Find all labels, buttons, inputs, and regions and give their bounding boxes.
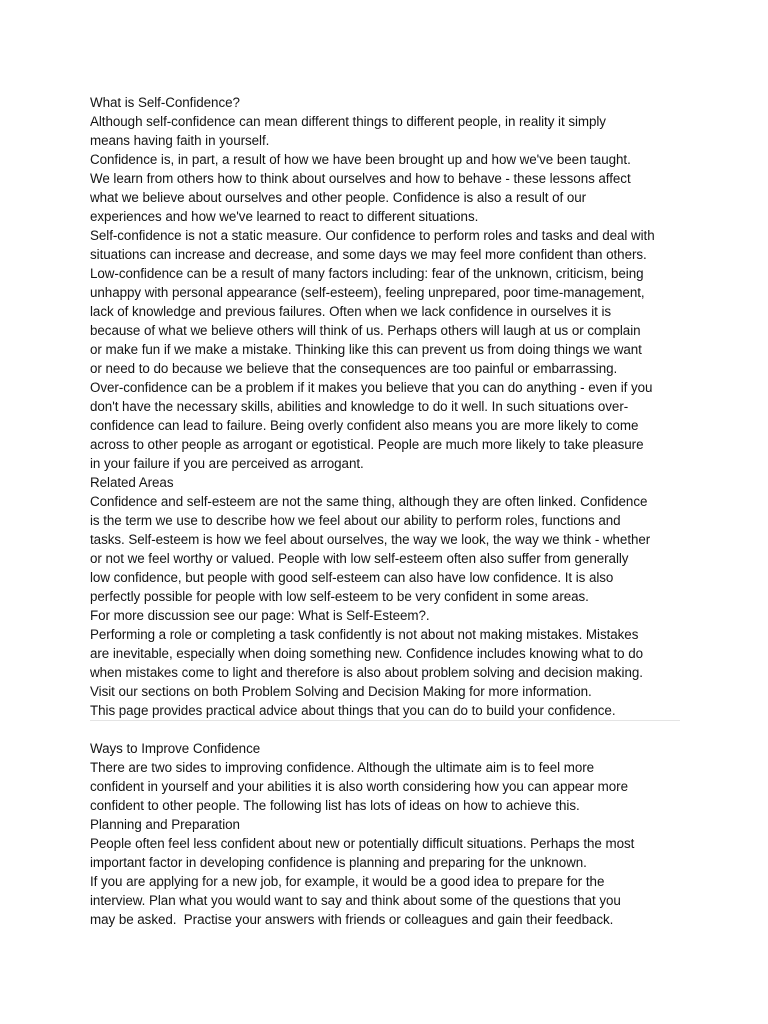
heading-what-is-self-confidence: What is Self-Confidence? — [90, 95, 240, 110]
spacer — [90, 721, 690, 739]
text-line: Although self-confidence can mean different things to different people, in reality it simply — [90, 114, 606, 129]
text-line: confidence can lead to failure. Being overly confident also means you are more likely to come — [90, 418, 639, 433]
text-line: Over-confidence can be a problem if it makes you believe that you can do anything - even if you — [90, 380, 653, 395]
text-line: don't have the necessary skills, abilities and knowledge to do it well. In such situations over- — [90, 399, 629, 414]
text-line: or make fun if we make a mistake. Thinking like this can prevent us from doing things we want — [90, 342, 642, 357]
text-line: tasks. Self-esteem is how we feel about ourselves, the way we look, the way we think - whether — [90, 532, 651, 547]
text-line: situations can increase and decrease, and some days we may feel more confident than others. — [90, 247, 647, 262]
text-line: low confidence, but people with good self-esteem can also have low confidence. It is also — [90, 570, 614, 585]
text-line: or not we feel worthy or valued. People with low self-esteem often also suffer from generally — [90, 551, 629, 566]
text-line: unhappy with personal appearance (self-esteem), feeling unprepared, poor time-management, — [90, 285, 645, 300]
text-line: may be asked. Practise your answers with friends or colleagues and gain their feedback. — [90, 912, 614, 927]
text-line: because of what we believe others will think of us. Perhaps others will laugh at us or complain — [90, 323, 641, 338]
text-line: what we believe about ourselves and other people. Confidence is also a result of our — [90, 190, 587, 205]
text-line: There are two sides to improving confidence. Although the ultimate aim is to feel more — [90, 760, 595, 775]
heading-related-areas: Related Areas — [90, 475, 174, 490]
text-line: experiences and how we've learned to react to different situations. — [90, 209, 479, 224]
text-line: in your failure if you are perceived as arrogant. — [90, 456, 364, 471]
text-line: when mistakes come to light and therefore is also about problem solving and decision making. — [90, 665, 643, 680]
text-line: We learn from others how to think about ourselves and how to behave - these lessons affect — [90, 171, 631, 186]
text-line: Low-confidence can be a result of many factors including: fear of the unknown, criticism, being — [90, 266, 644, 281]
text-line: Visit our sections on both Problem Solving and Decision Making for more information. — [90, 684, 592, 699]
text-line: People often feel less confident about new or potentially difficult situations. Perhaps the most — [90, 836, 635, 851]
text-line: This page provides practical advice about things that you can do to build your confidence. — [90, 703, 616, 718]
text-line: Confidence is, in part, a result of how we have been brought up and how we've been taught. — [90, 152, 631, 167]
heading-ways-to-improve-confidence: Ways to Improve Confidence — [90, 741, 261, 756]
section-what-is-self-confidence — [90, 93, 690, 720]
text-line: or need to do because we believe that the consequences are too painful or embarrassing. — [90, 361, 618, 376]
text-line: confident in yourself and your abilities it is also worth considering how you can appear more — [90, 779, 628, 794]
text-line: Confidence and self-esteem are not the same thing, although they are often linked. Confidence — [90, 494, 648, 509]
text-line: means having faith in yourself. — [90, 133, 270, 148]
text-line: confident to other people. The following list has lots of ideas on how to achieve this. — [90, 798, 580, 813]
section-ways-to-improve-confidence — [90, 739, 690, 929]
heading-planning-and-preparation: Planning and Preparation — [90, 817, 240, 832]
text-line: important factor in developing confidence is planning and preparing for the unknown. — [90, 855, 587, 870]
text-line: Self-confidence is not a static measure. Our confidence to perform roles and tasks and deal with — [90, 228, 655, 243]
text-line: If you are applying for a new job, for example, it would be a good idea to prepare for the — [90, 874, 605, 889]
text-line: For more discussion see our page: What is Self-Esteem?. — [90, 608, 430, 623]
text-line: perfectly possible for people with low self-esteem to be very confident in some areas. — [90, 589, 589, 604]
text-line: interview. Plan what you would want to say and think about some of the questions that you — [90, 893, 621, 908]
text-line: is the term we use to describe how we feel about our ability to perform roles, functions and — [90, 513, 621, 528]
text-line: are inevitable, especially when doing something new. Confidence includes knowing what to do — [90, 646, 643, 661]
document-page — [90, 93, 690, 929]
text-line: Performing a role or completing a task confidently is not about not making mistakes. Mistakes — [90, 627, 639, 642]
text-line: across to other people as arrogant or egotistical. People are much more likely to take pleasure — [90, 437, 644, 452]
text-line: lack of knowledge and previous failures. Often when we lack confidence in ourselves it is — [90, 304, 612, 319]
